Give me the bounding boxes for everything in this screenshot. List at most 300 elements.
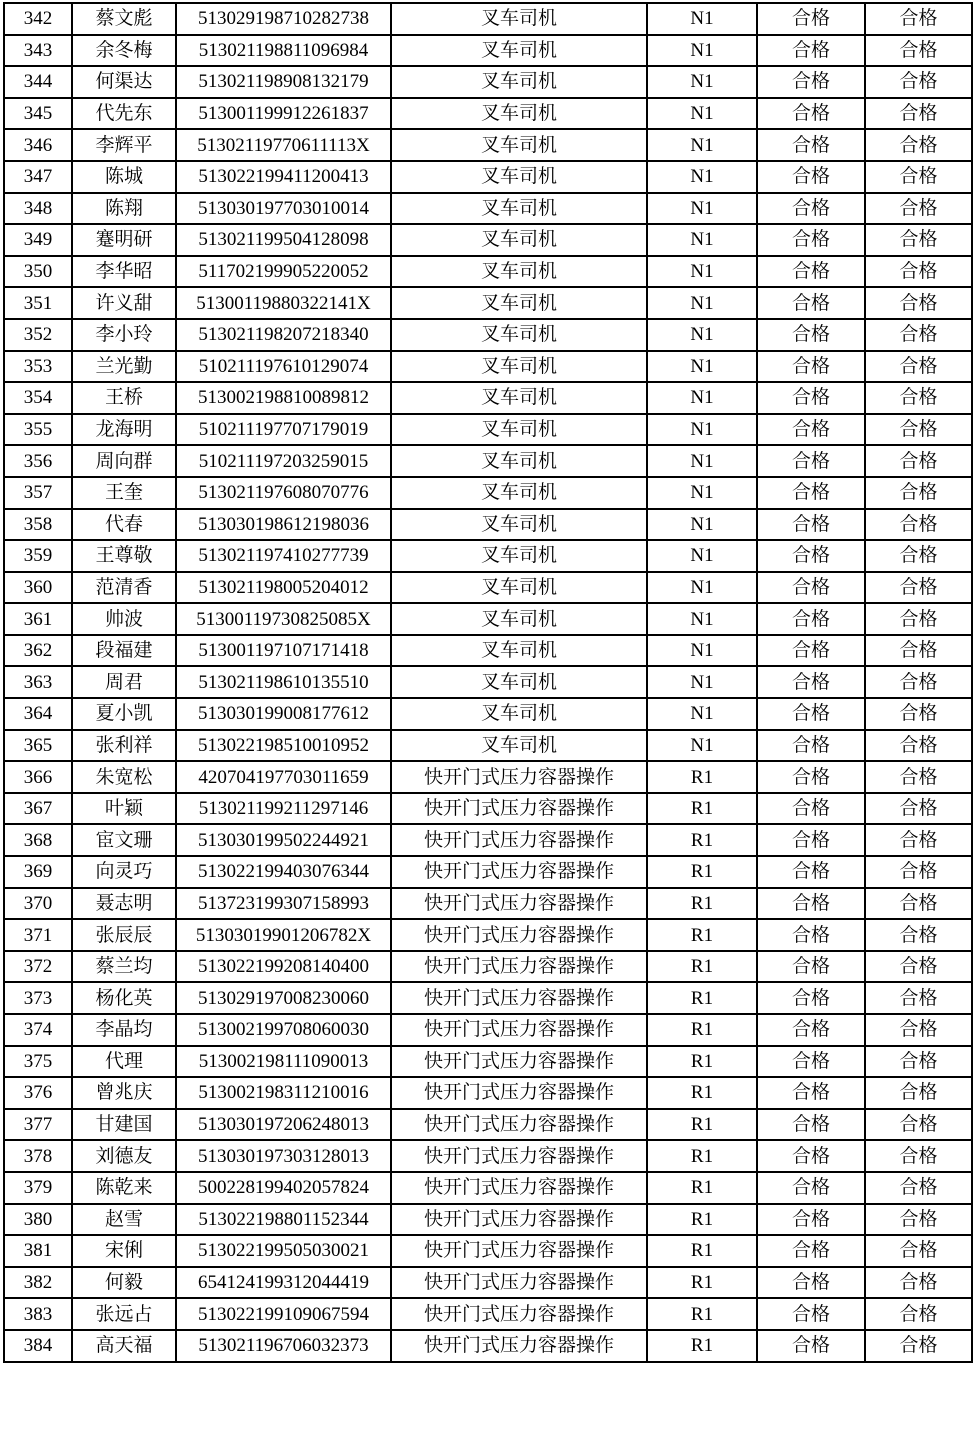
person-name-cell: 何毅 xyxy=(72,1267,176,1299)
operation-type-cell: 快开门式压力容器操作 xyxy=(391,1204,647,1236)
table-row xyxy=(4,35,972,67)
operation-type-cell: 叉车司机 xyxy=(391,603,647,635)
theory-result-cell: 合格 xyxy=(757,1109,865,1141)
category-code-cell: N1 xyxy=(647,509,757,541)
row-number-cell: 363 xyxy=(4,666,72,698)
category-code-cell: N1 xyxy=(647,730,757,762)
id-number-cell: 510211197707179019 xyxy=(176,414,391,446)
category-code-cell: N1 xyxy=(647,66,757,98)
id-number-cell: 510211197203259015 xyxy=(176,445,391,477)
table-row xyxy=(4,193,972,225)
row-number-cell: 383 xyxy=(4,1298,72,1330)
row-number-cell: 373 xyxy=(4,982,72,1014)
id-number-cell: 513021198005204012 xyxy=(176,572,391,604)
category-code-cell: N1 xyxy=(647,572,757,604)
table-body xyxy=(4,3,972,1362)
category-code-cell: N1 xyxy=(647,351,757,383)
id-number-cell: 513022199505030021 xyxy=(176,1235,391,1267)
id-number-cell: 513029198710282738 xyxy=(176,3,391,35)
operation-type-cell: 叉车司机 xyxy=(391,666,647,698)
table-row xyxy=(4,287,972,319)
theory-result-cell: 合格 xyxy=(757,382,865,414)
row-number-cell: 369 xyxy=(4,856,72,888)
operation-type-cell: 叉车司机 xyxy=(391,161,647,193)
theory-result-cell: 合格 xyxy=(757,603,865,635)
theory-result-cell: 合格 xyxy=(757,193,865,225)
operation-type-cell: 快开门式压力容器操作 xyxy=(391,1298,647,1330)
operation-type-cell: 叉车司机 xyxy=(391,414,647,446)
category-code-cell: R1 xyxy=(647,1267,757,1299)
id-number-cell: 513022199208140400 xyxy=(176,951,391,983)
category-code-cell: R1 xyxy=(647,1014,757,1046)
person-name-cell: 张远占 xyxy=(72,1298,176,1330)
person-name-cell: 杨化英 xyxy=(72,982,176,1014)
theory-result-cell: 合格 xyxy=(757,98,865,130)
id-number-cell: 511702199905220052 xyxy=(176,256,391,288)
operation-type-cell: 快开门式压力容器操作 xyxy=(391,761,647,793)
operation-type-cell: 快开门式压力容器操作 xyxy=(391,1046,647,1078)
person-name-cell: 蔡兰均 xyxy=(72,951,176,983)
table-row xyxy=(4,824,972,856)
row-number-cell: 368 xyxy=(4,824,72,856)
id-number-cell: 51300119880322141X xyxy=(176,287,391,319)
operation-type-cell: 叉车司机 xyxy=(391,635,647,667)
operation-type-cell: 快开门式压力容器操作 xyxy=(391,1235,647,1267)
person-name-cell: 余冬梅 xyxy=(72,35,176,67)
row-number-cell: 372 xyxy=(4,951,72,983)
practical-result-cell: 合格 xyxy=(865,224,972,256)
row-number-cell: 382 xyxy=(4,1267,72,1299)
category-code-cell: N1 xyxy=(647,161,757,193)
category-code-cell: R1 xyxy=(647,793,757,825)
row-number-cell: 376 xyxy=(4,1077,72,1109)
row-number-cell: 344 xyxy=(4,66,72,98)
table-row xyxy=(4,319,972,351)
id-number-cell: 513021199504128098 xyxy=(176,224,391,256)
table-row xyxy=(4,161,972,193)
practical-result-cell: 合格 xyxy=(865,98,972,130)
practical-result-cell: 合格 xyxy=(865,888,972,920)
row-number-cell: 356 xyxy=(4,445,72,477)
table-row xyxy=(4,445,972,477)
table-row xyxy=(4,919,972,951)
id-number-cell: 513021198207218340 xyxy=(176,319,391,351)
id-number-cell: 513001197107171418 xyxy=(176,635,391,667)
id-number-cell: 51302119770611113X xyxy=(176,129,391,161)
category-code-cell: R1 xyxy=(647,761,757,793)
id-number-cell: 513022198510010952 xyxy=(176,730,391,762)
person-name-cell: 张辰辰 xyxy=(72,919,176,951)
id-number-cell: 513021198908132179 xyxy=(176,66,391,98)
theory-result-cell: 合格 xyxy=(757,1204,865,1236)
table-row xyxy=(4,477,972,509)
operation-type-cell: 快开门式压力容器操作 xyxy=(391,1172,647,1204)
id-number-cell: 513002199708060030 xyxy=(176,1014,391,1046)
id-number-cell: 513021197410277739 xyxy=(176,540,391,572)
category-code-cell: R1 xyxy=(647,1109,757,1141)
operation-type-cell: 快开门式压力容器操作 xyxy=(391,1140,647,1172)
category-code-cell: N1 xyxy=(647,319,757,351)
row-number-cell: 384 xyxy=(4,1330,72,1362)
practical-result-cell: 合格 xyxy=(865,35,972,67)
theory-result-cell: 合格 xyxy=(757,319,865,351)
row-number-cell: 355 xyxy=(4,414,72,446)
row-number-cell: 364 xyxy=(4,698,72,730)
category-code-cell: R1 xyxy=(647,1204,757,1236)
id-number-cell: 513022199109067594 xyxy=(176,1298,391,1330)
practical-result-cell: 合格 xyxy=(865,1235,972,1267)
table-row xyxy=(4,351,972,383)
person-name-cell: 李晶均 xyxy=(72,1014,176,1046)
id-number-cell: 513030197303128013 xyxy=(176,1140,391,1172)
row-number-cell: 379 xyxy=(4,1172,72,1204)
person-name-cell: 周向群 xyxy=(72,445,176,477)
theory-result-cell: 合格 xyxy=(757,982,865,1014)
row-number-cell: 358 xyxy=(4,509,72,541)
operation-type-cell: 叉车司机 xyxy=(391,193,647,225)
person-name-cell: 朱宽松 xyxy=(72,761,176,793)
practical-result-cell: 合格 xyxy=(865,856,972,888)
person-name-cell: 王尊敬 xyxy=(72,540,176,572)
person-name-cell: 张利祥 xyxy=(72,730,176,762)
person-name-cell: 兰光勤 xyxy=(72,351,176,383)
category-code-cell: N1 xyxy=(647,224,757,256)
practical-result-cell: 合格 xyxy=(865,193,972,225)
theory-result-cell: 合格 xyxy=(757,35,865,67)
id-number-cell: 513021198811096984 xyxy=(176,35,391,67)
id-number-cell: 500228199402057824 xyxy=(176,1172,391,1204)
theory-result-cell: 合格 xyxy=(757,1077,865,1109)
id-number-cell: 513030199502244921 xyxy=(176,824,391,856)
category-code-cell: N1 xyxy=(647,666,757,698)
operation-type-cell: 快开门式压力容器操作 xyxy=(391,824,647,856)
row-number-cell: 380 xyxy=(4,1204,72,1236)
operation-type-cell: 叉车司机 xyxy=(391,572,647,604)
table-row xyxy=(4,129,972,161)
id-number-cell: 654124199312044419 xyxy=(176,1267,391,1299)
category-code-cell: R1 xyxy=(647,982,757,1014)
operation-type-cell: 快开门式压力容器操作 xyxy=(391,1109,647,1141)
category-code-cell: N1 xyxy=(647,635,757,667)
table-row xyxy=(4,1014,972,1046)
practical-result-cell: 合格 xyxy=(865,824,972,856)
id-number-cell: 513002198111090013 xyxy=(176,1046,391,1078)
operation-type-cell: 叉车司机 xyxy=(391,287,647,319)
row-number-cell: 371 xyxy=(4,919,72,951)
table-row xyxy=(4,1046,972,1078)
person-name-cell: 陈城 xyxy=(72,161,176,193)
person-name-cell: 龙海明 xyxy=(72,414,176,446)
operation-type-cell: 快开门式压力容器操作 xyxy=(391,856,647,888)
person-name-cell: 甘建国 xyxy=(72,1109,176,1141)
person-name-cell: 许义甜 xyxy=(72,287,176,319)
row-number-cell: 347 xyxy=(4,161,72,193)
category-code-cell: R1 xyxy=(647,1140,757,1172)
operation-type-cell: 快开门式压力容器操作 xyxy=(391,888,647,920)
person-name-cell: 叶颖 xyxy=(72,793,176,825)
practical-result-cell: 合格 xyxy=(865,256,972,288)
practical-result-cell: 合格 xyxy=(865,66,972,98)
practical-result-cell: 合格 xyxy=(865,1109,972,1141)
row-number-cell: 374 xyxy=(4,1014,72,1046)
category-code-cell: N1 xyxy=(647,129,757,161)
id-number-cell: 513029197008230060 xyxy=(176,982,391,1014)
practical-result-cell: 合格 xyxy=(865,572,972,604)
practical-result-cell: 合格 xyxy=(865,382,972,414)
practical-result-cell: 合格 xyxy=(865,1014,972,1046)
operation-type-cell: 叉车司机 xyxy=(391,66,647,98)
row-number-cell: 370 xyxy=(4,888,72,920)
row-number-cell: 359 xyxy=(4,540,72,572)
id-number-cell: 513022198801152344 xyxy=(176,1204,391,1236)
practical-result-cell: 合格 xyxy=(865,414,972,446)
practical-result-cell: 合格 xyxy=(865,1330,972,1362)
row-number-cell: 381 xyxy=(4,1235,72,1267)
id-number-cell: 51303019901206782X xyxy=(176,919,391,951)
category-code-cell: N1 xyxy=(647,98,757,130)
practical-result-cell: 合格 xyxy=(865,287,972,319)
table-row xyxy=(4,1235,972,1267)
theory-result-cell: 合格 xyxy=(757,351,865,383)
id-number-cell: 513030197703010014 xyxy=(176,193,391,225)
theory-result-cell: 合格 xyxy=(757,540,865,572)
person-name-cell: 王桥 xyxy=(72,382,176,414)
category-code-cell: N1 xyxy=(647,477,757,509)
operation-type-cell: 叉车司机 xyxy=(391,509,647,541)
operation-type-cell: 快开门式压力容器操作 xyxy=(391,919,647,951)
row-number-cell: 378 xyxy=(4,1140,72,1172)
theory-result-cell: 合格 xyxy=(757,129,865,161)
operation-type-cell: 叉车司机 xyxy=(391,98,647,130)
practical-result-cell: 合格 xyxy=(865,477,972,509)
theory-result-cell: 合格 xyxy=(757,256,865,288)
row-number-cell: 351 xyxy=(4,287,72,319)
practical-result-cell: 合格 xyxy=(865,761,972,793)
category-code-cell: R1 xyxy=(647,824,757,856)
category-code-cell: R1 xyxy=(647,1172,757,1204)
table-row xyxy=(4,1330,972,1362)
operation-type-cell: 叉车司机 xyxy=(391,319,647,351)
category-code-cell: R1 xyxy=(647,1046,757,1078)
theory-result-cell: 合格 xyxy=(757,66,865,98)
id-number-cell: 513030199008177612 xyxy=(176,698,391,730)
category-code-cell: R1 xyxy=(647,1330,757,1362)
row-number-cell: 357 xyxy=(4,477,72,509)
theory-result-cell: 合格 xyxy=(757,3,865,35)
practical-result-cell: 合格 xyxy=(865,1172,972,1204)
row-number-cell: 346 xyxy=(4,129,72,161)
theory-result-cell: 合格 xyxy=(757,793,865,825)
person-name-cell: 李华昭 xyxy=(72,256,176,288)
person-name-cell: 周君 xyxy=(72,666,176,698)
table-row xyxy=(4,761,972,793)
row-number-cell: 352 xyxy=(4,319,72,351)
practical-result-cell: 合格 xyxy=(865,1298,972,1330)
category-code-cell: R1 xyxy=(647,1298,757,1330)
practical-result-cell: 合格 xyxy=(865,919,972,951)
id-number-cell: 513021198610135510 xyxy=(176,666,391,698)
practical-result-cell: 合格 xyxy=(865,319,972,351)
table-row xyxy=(4,572,972,604)
operation-type-cell: 叉车司机 xyxy=(391,445,647,477)
table-row xyxy=(4,793,972,825)
id-number-cell: 513021197608070776 xyxy=(176,477,391,509)
person-name-cell: 帅波 xyxy=(72,603,176,635)
person-name-cell: 李小玲 xyxy=(72,319,176,351)
practical-result-cell: 合格 xyxy=(865,351,972,383)
category-code-cell: N1 xyxy=(647,445,757,477)
row-number-cell: 343 xyxy=(4,35,72,67)
table-row xyxy=(4,1267,972,1299)
category-code-cell: R1 xyxy=(647,1235,757,1267)
id-number-cell: 513022199411200413 xyxy=(176,161,391,193)
table-row xyxy=(4,856,972,888)
theory-result-cell: 合格 xyxy=(757,414,865,446)
theory-result-cell: 合格 xyxy=(757,1172,865,1204)
id-number-cell: 513002198311210016 xyxy=(176,1077,391,1109)
table-row xyxy=(4,1172,972,1204)
practical-result-cell: 合格 xyxy=(865,666,972,698)
practical-result-cell: 合格 xyxy=(865,730,972,762)
person-name-cell: 陈乾来 xyxy=(72,1172,176,1204)
operation-type-cell: 叉车司机 xyxy=(391,224,647,256)
theory-result-cell: 合格 xyxy=(757,445,865,477)
theory-result-cell: 合格 xyxy=(757,224,865,256)
theory-result-cell: 合格 xyxy=(757,572,865,604)
practical-result-cell: 合格 xyxy=(865,603,972,635)
theory-result-cell: 合格 xyxy=(757,1267,865,1299)
practical-result-cell: 合格 xyxy=(865,1140,972,1172)
category-code-cell: N1 xyxy=(647,603,757,635)
practical-result-cell: 合格 xyxy=(865,540,972,572)
table-row xyxy=(4,66,972,98)
operation-type-cell: 快开门式压力容器操作 xyxy=(391,1330,647,1362)
operation-type-cell: 叉车司机 xyxy=(391,3,647,35)
person-name-cell: 段福建 xyxy=(72,635,176,667)
id-number-cell: 513723199307158993 xyxy=(176,888,391,920)
table-row xyxy=(4,224,972,256)
practical-result-cell: 合格 xyxy=(865,445,972,477)
person-name-cell: 向灵巧 xyxy=(72,856,176,888)
operation-type-cell: 叉车司机 xyxy=(391,698,647,730)
theory-result-cell: 合格 xyxy=(757,856,865,888)
operation-type-cell: 叉车司机 xyxy=(391,256,647,288)
practical-result-cell: 合格 xyxy=(865,635,972,667)
id-number-cell: 513030197206248013 xyxy=(176,1109,391,1141)
person-name-cell: 宋俐 xyxy=(72,1235,176,1267)
table-row xyxy=(4,635,972,667)
row-number-cell: 365 xyxy=(4,730,72,762)
table-row xyxy=(4,698,972,730)
theory-result-cell: 合格 xyxy=(757,1235,865,1267)
table-row xyxy=(4,951,972,983)
practical-result-cell: 合格 xyxy=(865,1046,972,1078)
table-row xyxy=(4,509,972,541)
theory-result-cell: 合格 xyxy=(757,824,865,856)
operation-type-cell: 叉车司机 xyxy=(391,382,647,414)
practical-result-cell: 合格 xyxy=(865,509,972,541)
operation-type-cell: 叉车司机 xyxy=(391,730,647,762)
practical-result-cell: 合格 xyxy=(865,982,972,1014)
theory-result-cell: 合格 xyxy=(757,888,865,920)
practical-result-cell: 合格 xyxy=(865,698,972,730)
theory-result-cell: 合格 xyxy=(757,635,865,667)
row-number-cell: 345 xyxy=(4,98,72,130)
row-number-cell: 354 xyxy=(4,382,72,414)
id-number-cell: 513021196706032373 xyxy=(176,1330,391,1362)
table-row xyxy=(4,1109,972,1141)
theory-result-cell: 合格 xyxy=(757,698,865,730)
id-number-cell: 510211197610129074 xyxy=(176,351,391,383)
theory-result-cell: 合格 xyxy=(757,1014,865,1046)
id-number-cell: 513030198612198036 xyxy=(176,509,391,541)
category-code-cell: N1 xyxy=(647,35,757,67)
table-row xyxy=(4,98,972,130)
person-name-cell: 聂志明 xyxy=(72,888,176,920)
row-number-cell: 361 xyxy=(4,603,72,635)
table-row xyxy=(4,540,972,572)
id-number-cell: 513002198810089812 xyxy=(176,382,391,414)
id-number-cell: 420704197703011659 xyxy=(176,761,391,793)
theory-result-cell: 合格 xyxy=(757,761,865,793)
person-name-cell: 赵雪 xyxy=(72,1204,176,1236)
operation-type-cell: 快开门式压力容器操作 xyxy=(391,982,647,1014)
person-name-cell: 李辉平 xyxy=(72,129,176,161)
id-number-cell: 513021199211297146 xyxy=(176,793,391,825)
table-row xyxy=(4,414,972,446)
operation-type-cell: 叉车司机 xyxy=(391,351,647,383)
row-number-cell: 360 xyxy=(4,572,72,604)
row-number-cell: 350 xyxy=(4,256,72,288)
practical-result-cell: 合格 xyxy=(865,161,972,193)
theory-result-cell: 合格 xyxy=(757,1046,865,1078)
person-name-cell: 蔡文彪 xyxy=(72,3,176,35)
person-name-cell: 刘德友 xyxy=(72,1140,176,1172)
table-row xyxy=(4,1077,972,1109)
person-name-cell: 曾兆庆 xyxy=(72,1077,176,1109)
operation-type-cell: 快开门式压力容器操作 xyxy=(391,1077,647,1109)
operation-type-cell: 快开门式压力容器操作 xyxy=(391,951,647,983)
category-code-cell: R1 xyxy=(647,919,757,951)
row-number-cell: 366 xyxy=(4,761,72,793)
table-row xyxy=(4,382,972,414)
operation-type-cell: 快开门式压力容器操作 xyxy=(391,1014,647,1046)
operation-type-cell: 快开门式压力容器操作 xyxy=(391,1267,647,1299)
operation-type-cell: 快开门式压力容器操作 xyxy=(391,793,647,825)
person-name-cell: 王奎 xyxy=(72,477,176,509)
category-code-cell: R1 xyxy=(647,1077,757,1109)
operation-type-cell: 叉车司机 xyxy=(391,35,647,67)
category-code-cell: N1 xyxy=(647,382,757,414)
category-code-cell: R1 xyxy=(647,856,757,888)
table-row xyxy=(4,666,972,698)
practical-result-cell: 合格 xyxy=(865,129,972,161)
row-number-cell: 377 xyxy=(4,1109,72,1141)
person-name-cell: 代理 xyxy=(72,1046,176,1078)
operation-type-cell: 叉车司机 xyxy=(391,477,647,509)
table-row xyxy=(4,3,972,35)
exam-results-table xyxy=(3,2,973,1363)
category-code-cell: R1 xyxy=(647,888,757,920)
practical-result-cell: 合格 xyxy=(865,793,972,825)
row-number-cell: 348 xyxy=(4,193,72,225)
theory-result-cell: 合格 xyxy=(757,1140,865,1172)
id-number-cell: 513001199912261837 xyxy=(176,98,391,130)
practical-result-cell: 合格 xyxy=(865,1204,972,1236)
person-name-cell: 夏小凯 xyxy=(72,698,176,730)
category-code-cell: N1 xyxy=(647,3,757,35)
table-row xyxy=(4,603,972,635)
